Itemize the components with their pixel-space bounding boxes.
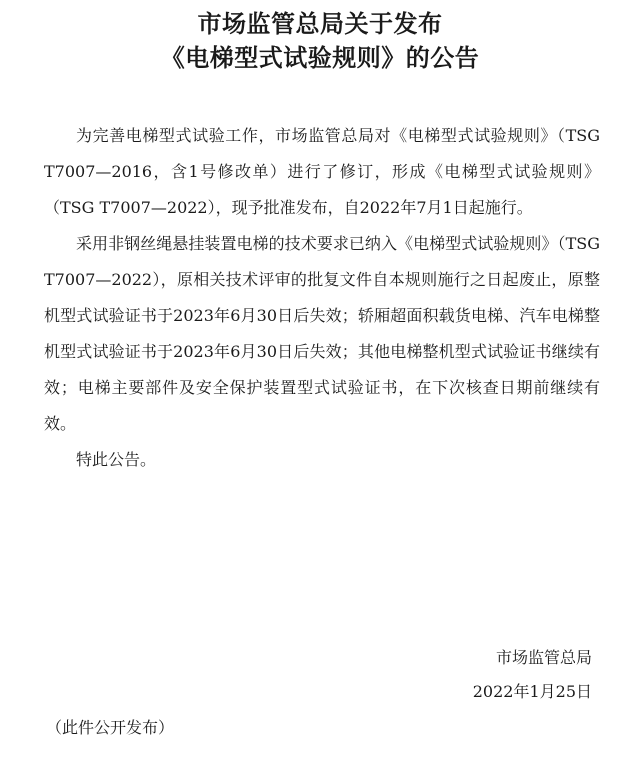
paragraph-revision: 为完善电梯型式试验工作，市场监管总局对《电梯型式试验规则》（TSG T7007—2016，含1号修改单）进行了修订，形成《电梯型式试验规则》（TSG T7007—2022），现予批准发布，自2022年7月1日起施行。 <box>44 126 600 217</box>
page-title-line-2: 《电梯型式试验规则》的公告 <box>160 44 480 72</box>
publication-note: （此件公开发布） <box>46 718 175 737</box>
page-title-line-1: 市场监管总局关于发布 <box>197 10 443 38</box>
announcement-body <box>44 118 600 478</box>
signature-organization: 市场监管总局 <box>495 648 592 667</box>
signature-date: 2022年1月25日 <box>472 682 592 701</box>
paragraph-certificates: 采用非钢丝绳悬挂装置电梯的技术要求已纳入《电梯型式试验规则》（TSG T7007—2022），原相关技术评审的批复文件自本规则施行之日起废止，原整机型式试验证书于2023年6月30日后失效；轿厢超面积载货电梯、汽车电梯整机型式试验证书于2023年6月30日后失效；其他电梯整机型式试验证书继续有效；电梯主要部件及安全保护装置型式试验证书，在下次核查日期前继续有效。 <box>44 234 600 433</box>
paragraph-closing: 特此公告。 <box>76 450 157 469</box>
